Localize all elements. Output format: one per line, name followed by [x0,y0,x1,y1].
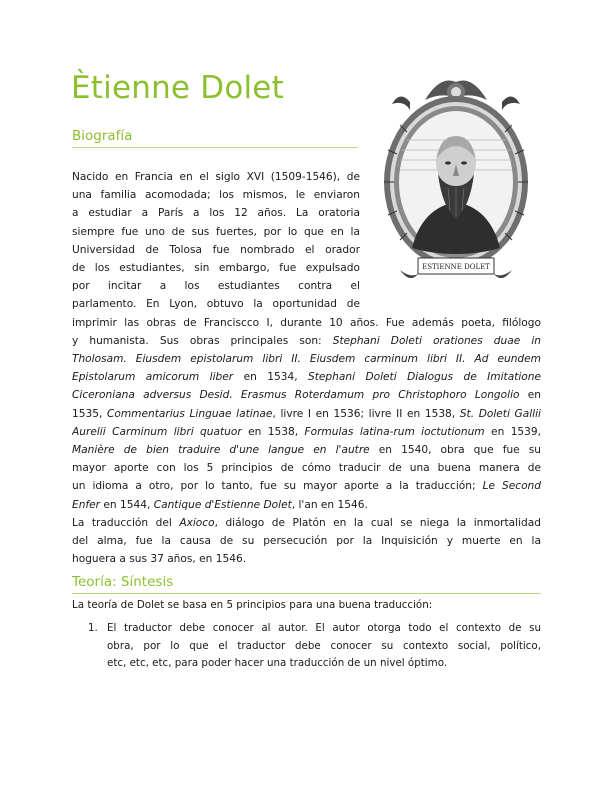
list-item-line: obra, por lo que el traductor debe conocer su contexto social, político, [107,639,541,652]
bio-line: Aurelii Carminum libri quatuor en 1538, Formulas latina-rum ioctutionum en 1539, [72,425,541,438]
section-heading-biografia: Biografía [72,128,133,144]
bio-line: mayor aporte con los 5 principios de cómo traducir de una buena manera de [72,462,541,475]
bio-line: del alma, fue la causa de su persecución por la Inquisición y muerte en la [72,535,541,548]
bio-line: una familia acomodada; los mismos, le enviaron [72,189,360,202]
bio-line: siempre fue uno de sus fuertes, por lo que en la [72,225,360,238]
bio-line: Universidad de Tolosa fue nombrado el orador [72,243,360,256]
bio-line: Epistolarum amicorum liber en 1534, Stephani Doleti Dialogus de Imitatione [72,371,541,384]
bio-line: de los estudiantes, sin embargo, fue expulsado [72,262,360,275]
list-item-line: El traductor debe conocer al autor. El autor otorga todo el contexto de su [107,622,541,634]
principles-list [72,620,541,673]
bio-line: Manière de bien traduire d'une langue en l'autre en 1540, obra que fue su [72,444,541,457]
list-item-line: etc, etc, etc, para poder hacer una traducción de un nivel óptimo. [107,657,448,669]
bio-line: imprimir las obras de Franciscco I, durante 10 años. Fue además poeta, filólogo [72,316,541,329]
bio-line: hoguera a sus 37 años, en 1546. [72,553,247,566]
bio-line: parlamento. En Lyon, obtuvo la oportunidad de [72,298,360,311]
bio-line: y humanista. Sus obras principales son: Stephani Doleti orationes duae in [72,334,541,347]
bio-line: Enfer en 1544, Cantique d'Estienne Dolet, l'an en 1546. [72,498,368,511]
bio-line: un idioma a otro, por lo tanto, fue su mayor aporte a la traducción; Le Second [72,480,541,493]
biography-text [72,168,541,568]
section-rule-teoria [72,593,541,594]
bio-line: 1535, Commentarius Linguae latinae, livre I en 1536; livre II en 1538, St. Doleti Gallii [72,407,541,420]
bio-line: Ciceroniana adversus Desid. Erasmus Roterdamum pro Christophoro Longolio en [72,389,541,402]
portrait-caption: ESTIENNE DOLET [422,263,490,271]
bio-line: Tholosam. Eiusdem epistolarum libri II. Eiusdem carminum libri II. Ad eundem [72,353,541,366]
section-rule-biografia [72,147,358,148]
teoria-intro: La teoría de Dolet se basa en 5 principios para una buena traducción: [72,599,433,611]
section-heading-teoria: Teoría: Síntesis [72,574,174,590]
list-item-number: 1. [88,622,98,634]
page-title: Ètienne Dolet [71,70,284,106]
bio-line: Nacido en Francia en el siglo XVI (1509-1546), de [72,171,360,183]
bio-line: por incitar a los estudiantes contra el [72,280,360,293]
list-item [72,620,541,673]
bio-line: La traducción del Axioco, diálogo de Platón en la cual se niega la inmortalidad [72,516,541,529]
bio-line: a estudiar a París a los 12 años. La oratoria [72,207,360,220]
